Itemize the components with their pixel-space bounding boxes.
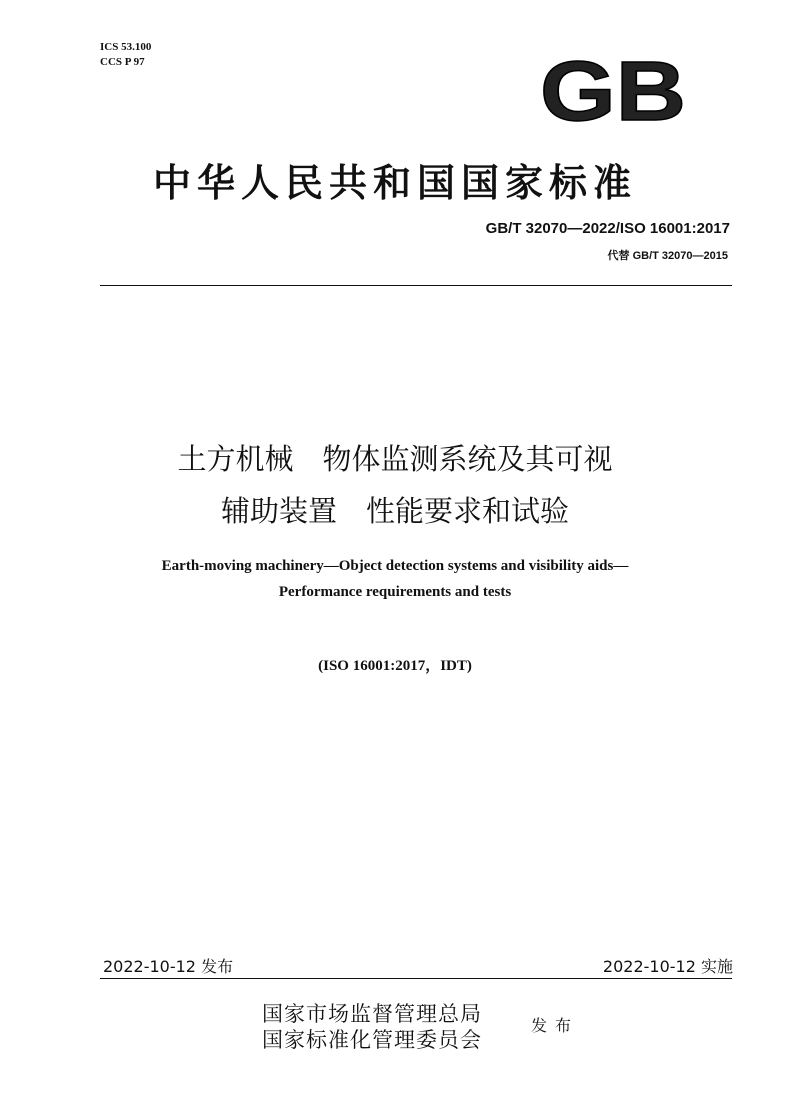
implementation-date: 2022-10-12 实施 <box>602 957 733 976</box>
issuing-authorities <box>262 1001 482 1053</box>
ics-code: ICS 53.100 <box>100 41 152 53</box>
gb-logo-icon <box>538 56 688 126</box>
document-title-zh-line2: 辅助装置 性能要求和试验 <box>220 494 569 528</box>
header-divider <box>100 285 732 286</box>
national-standard-title: 中华人民共和国国家标准 <box>152 161 637 205</box>
authority-samr: 国家市场监督管理总局 <box>262 1002 482 1026</box>
standard-number: GB/T 32070—2022/ISO 16001:2017 <box>485 220 730 237</box>
replaces-standard: 代替 GB/T 32070—2015 <box>607 250 728 262</box>
gb-logo-text: GB <box>540 56 686 126</box>
document-title-en-line1: Earth-moving machinery—Object detection systems and visibility aids— <box>161 558 629 574</box>
authority-sac: 国家标准化管理委员会 <box>262 1028 482 1052</box>
issue-date: 2022-10-12 发布 <box>103 957 234 976</box>
iso-reference: (ISO 16001:2017，IDT) <box>318 658 472 674</box>
document-title-en-line2: Performance requirements and tests <box>278 584 512 600</box>
classification-codes <box>100 40 151 70</box>
document-title-zh-line1: 土方机械 物体监测系统及其可视 <box>177 442 613 476</box>
footer-divider <box>100 978 732 979</box>
publish-label: 发布 <box>531 1016 580 1035</box>
ccs-code: CCS P 97 <box>100 56 145 68</box>
